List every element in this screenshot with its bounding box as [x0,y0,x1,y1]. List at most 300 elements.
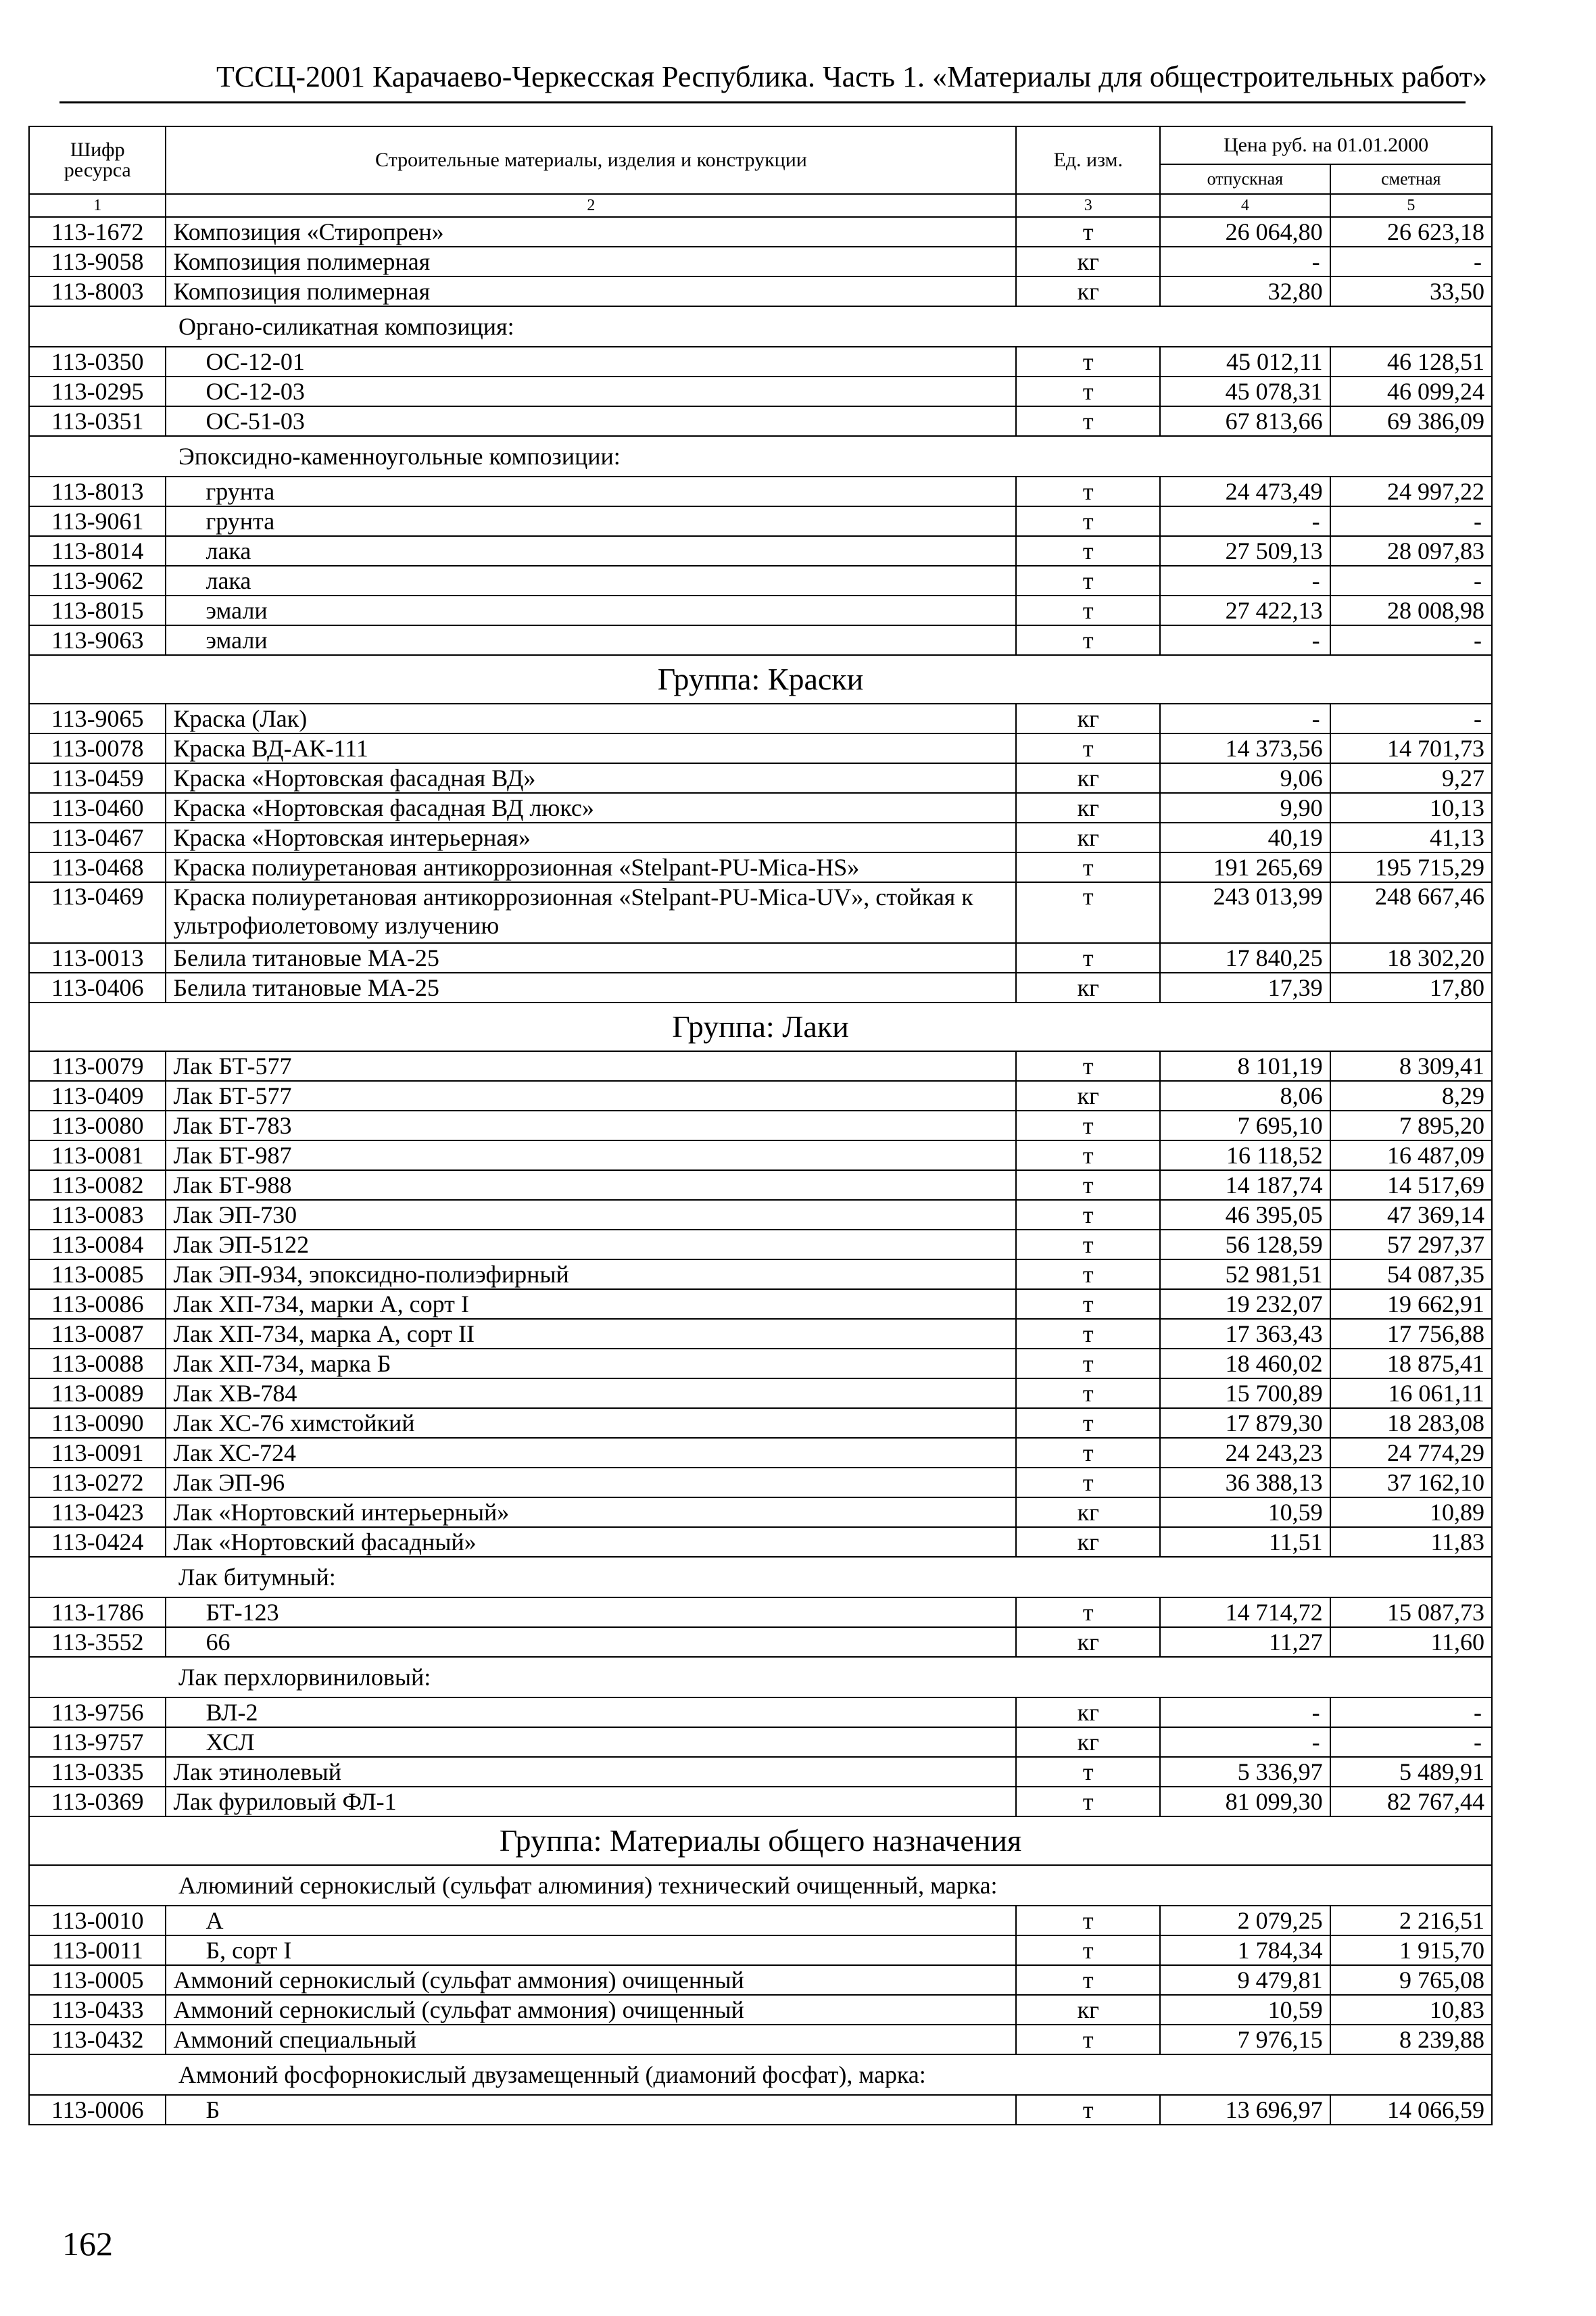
resource-code: 113-0460 [29,793,166,823]
resource-code: 113-0013 [29,943,166,973]
group-heading-row [29,655,1492,704]
table-row [29,1497,1492,1527]
unit-cell: т [1016,1438,1160,1468]
resource-code: 113-0084 [29,1230,166,1259]
price-estimate: 18 302,20 [1330,943,1492,973]
material-name: грунта [166,506,1016,536]
price-release: 14 373,56 [1160,733,1330,763]
table-row [29,1787,1492,1816]
resource-code: 113-0433 [29,1995,166,2025]
resource-code: 113-0005 [29,1965,166,1995]
price-estimate: 14 066,59 [1330,2095,1492,2125]
unit-cell: кг [1016,1995,1160,2025]
resource-code: 113-0350 [29,347,166,377]
table-row [29,1935,1492,1965]
material-name: Б, сорт I [166,1935,1016,1965]
table-row [29,704,1492,733]
table-header [29,126,1492,217]
resource-code: 113-0086 [29,1289,166,1319]
price-release: - [1160,1727,1330,1757]
unit-cell: кг [1016,704,1160,733]
material-name: Краска полиуретановая антикоррозионная «Stelpant-PU-Mica-UV», стойкая к ультрофиолетовому излучению [166,882,1016,943]
price-estimate: 15 087,73 [1330,1597,1492,1627]
resource-code: 113-9757 [29,1727,166,1757]
unit-cell: т [1016,625,1160,655]
unit-cell: т [1016,1349,1160,1378]
unit-cell: т [1016,1757,1160,1787]
material-name: лака [166,566,1016,596]
price-release: 19 232,07 [1160,1289,1330,1319]
unit-cell: т [1016,1597,1160,1627]
unit-cell: кг [1016,1081,1160,1111]
unit-cell: т [1016,1200,1160,1230]
price-estimate: 17 756,88 [1330,1319,1492,1349]
price-release: 46 395,05 [1160,1200,1330,1230]
resource-code: 113-0409 [29,1081,166,1111]
unit-cell: т [1016,2095,1160,2125]
table-row [29,1727,1492,1757]
table-row [29,1319,1492,1349]
unit-cell: кг [1016,973,1160,1003]
price-estimate: 82 767,44 [1330,1787,1492,1816]
price-estimate: 10,83 [1330,1995,1492,2025]
price-release: - [1160,247,1330,276]
price-release: 11,27 [1160,1627,1330,1657]
resource-code: 113-0423 [29,1497,166,1527]
column-number: 1 [29,194,166,217]
resource-code: 113-9063 [29,625,166,655]
material-name: Б [166,2095,1016,2125]
table-row [29,2095,1492,2125]
resource-code: 113-0010 [29,1906,166,1935]
price-release: 27 509,13 [1160,536,1330,566]
price-release: 15 700,89 [1160,1378,1330,1408]
price-estimate: 9 765,08 [1330,1965,1492,1995]
price-release: 191 265,69 [1160,852,1330,882]
table-row [29,1527,1492,1557]
table-row [29,247,1492,276]
price-release: 27 422,13 [1160,596,1330,625]
material-name: Лак ХП-734, марка А, сорт II [166,1319,1016,1349]
material-name: ОС-12-01 [166,347,1016,377]
price-release: 7 695,10 [1160,1111,1330,1140]
material-name: Лак БТ-783 [166,1111,1016,1140]
unit-cell: т [1016,1259,1160,1289]
material-name: Краска «Нортовская фасадная ВД люкс» [166,793,1016,823]
price-estimate: 11,60 [1330,1627,1492,1657]
unit-cell: т [1016,536,1160,566]
unit-cell: т [1016,1230,1160,1259]
material-name: Композиция полимерная [166,276,1016,306]
price-estimate: 47 369,14 [1330,1200,1492,1230]
material-name: Лак ХС-724 [166,1438,1016,1468]
price-estimate: 69 386,09 [1330,406,1492,436]
unit-cell: кг [1016,1627,1160,1657]
unit-cell: т [1016,377,1160,406]
price-estimate: 8,29 [1330,1081,1492,1111]
price-release: 13 696,97 [1160,2095,1330,2125]
subheading: Лак битумный: [29,1557,1492,1597]
header-code: Шифр ресурса [29,126,166,194]
resource-code: 113-0467 [29,823,166,852]
column-number-row [29,194,1492,217]
group-heading: Группа: Материалы общего назначения [29,1816,1492,1865]
table-row [29,1259,1492,1289]
price-estimate: 8 239,88 [1330,2025,1492,2054]
table-row [29,506,1492,536]
material-name: Аммоний сернокислый (сульфат аммония) очищенный [166,1995,1016,2025]
price-release: 67 813,66 [1160,406,1330,436]
group-heading: Группа: Лаки [29,1003,1492,1051]
unit-cell: т [1016,2025,1160,2054]
unit-cell: т [1016,406,1160,436]
price-release: 9,90 [1160,793,1330,823]
table-row [29,406,1492,436]
unit-cell: т [1016,1140,1160,1170]
price-estimate: 26 623,18 [1330,217,1492,247]
price-estimate: 28 008,98 [1330,596,1492,625]
material-name: Лак БТ-577 [166,1081,1016,1111]
price-estimate: 14 701,73 [1330,733,1492,763]
price-estimate: 33,50 [1330,276,1492,306]
price-estimate: 2 216,51 [1330,1906,1492,1935]
material-name: Лак ЭП-730 [166,1200,1016,1230]
price-release: 56 128,59 [1160,1230,1330,1259]
material-name: Лак этинолевый [166,1757,1016,1787]
header-divider [59,101,1466,103]
material-name: Краска «Нортовская фасадная ВД» [166,763,1016,793]
price-release: 26 064,80 [1160,217,1330,247]
table-row [29,882,1492,943]
resource-code: 113-0295 [29,377,166,406]
header-price-release: отпускная [1160,164,1330,194]
resource-code: 113-8003 [29,276,166,306]
price-estimate: - [1330,566,1492,596]
price-table [28,126,1493,2125]
table-row [29,2025,1492,2054]
price-estimate: 24 774,29 [1330,1438,1492,1468]
unit-cell: т [1016,506,1160,536]
unit-cell: т [1016,1935,1160,1965]
resource-code: 113-0459 [29,763,166,793]
resource-code: 113-0090 [29,1408,166,1438]
column-number: 2 [166,194,1016,217]
resource-code: 113-0432 [29,2025,166,2054]
material-name: БТ-123 [166,1597,1016,1627]
price-estimate: 9,27 [1330,763,1492,793]
subheading: Аммоний фосфорнокислый двузамещенный (диамоний фосфат), марка: [29,2054,1492,2095]
material-name: ВЛ-2 [166,1697,1016,1727]
resource-code: 113-8014 [29,536,166,566]
resource-code: 113-0406 [29,973,166,1003]
price-estimate: 195 715,29 [1330,852,1492,882]
unit-cell: т [1016,1170,1160,1200]
unit-cell: т [1016,1965,1160,1995]
unit-cell: т [1016,1111,1160,1140]
subheading: Алюминий сернокислый (сульфат алюминия) технический очищенный, марка: [29,1865,1492,1906]
price-release: 32,80 [1160,276,1330,306]
table-row [29,763,1492,793]
price-release: - [1160,625,1330,655]
resource-code: 113-0087 [29,1319,166,1349]
price-estimate: 10,13 [1330,793,1492,823]
column-number: 3 [1016,194,1160,217]
price-release: 5 336,97 [1160,1757,1330,1787]
table-row [29,347,1492,377]
table-row [29,733,1492,763]
price-estimate: 19 662,91 [1330,1289,1492,1319]
material-name: Лак ХС-76 химстойкий [166,1408,1016,1438]
material-name: лака [166,536,1016,566]
price-release: 2 079,25 [1160,1906,1330,1935]
price-release: - [1160,566,1330,596]
table-row [29,1438,1492,1468]
table-row [29,1627,1492,1657]
resource-code: 113-0089 [29,1378,166,1408]
unit-cell: т [1016,1906,1160,1935]
page-number: 162 [62,2225,113,2263]
price-release: 16 118,52 [1160,1140,1330,1170]
unit-cell: кг [1016,1727,1160,1757]
resource-code: 113-8013 [29,477,166,506]
price-release: - [1160,506,1330,536]
material-name: эмали [166,596,1016,625]
price-estimate: 17,80 [1330,973,1492,1003]
resource-code: 113-0351 [29,406,166,436]
unit-cell: т [1016,566,1160,596]
material-name: Краска ВД-АК-111 [166,733,1016,763]
unit-cell: т [1016,1319,1160,1349]
resource-code: 113-0011 [29,1935,166,1965]
price-estimate: 28 097,83 [1330,536,1492,566]
table-row [29,852,1492,882]
price-estimate: 5 489,91 [1330,1757,1492,1787]
material-name: Лак ЭП-5122 [166,1230,1016,1259]
price-release: 243 013,99 [1160,882,1330,943]
unit-cell: кг [1016,823,1160,852]
header-price: Цена руб. на 01.01.2000 [1160,126,1492,164]
price-estimate: - [1330,1727,1492,1757]
price-estimate: 248 667,46 [1330,882,1492,943]
price-estimate: 16 487,09 [1330,1140,1492,1170]
table-row [29,973,1492,1003]
material-name: Лак БТ-988 [166,1170,1016,1200]
price-release: - [1160,704,1330,733]
table-row [29,1140,1492,1170]
resource-code: 113-3552 [29,1627,166,1657]
resource-code: 113-9058 [29,247,166,276]
unit-cell: т [1016,1051,1160,1081]
resource-code: 113-0082 [29,1170,166,1200]
table-row [29,377,1492,406]
unit-cell: кг [1016,276,1160,306]
resource-code: 113-9062 [29,566,166,596]
price-estimate: 16 061,11 [1330,1378,1492,1408]
table-body [29,217,1492,2125]
unit-cell: кг [1016,763,1160,793]
material-name: Лак фуриловый ФЛ-1 [166,1787,1016,1816]
table-row [29,536,1492,566]
resource-code: 113-0006 [29,2095,166,2125]
unit-cell: кг [1016,1697,1160,1727]
unit-cell: т [1016,1787,1160,1816]
table-row [29,1597,1492,1627]
price-release: 8,06 [1160,1081,1330,1111]
resource-code: 113-0088 [29,1349,166,1378]
price-estimate: - [1330,704,1492,733]
group-heading: Группа: Краски [29,655,1492,704]
table-row [29,1111,1492,1140]
material-name: Краска полиуретановая антикоррозионная «Stelpant-PU-Mica-HS» [166,852,1016,882]
price-estimate: 54 087,35 [1330,1259,1492,1289]
table-row [29,793,1492,823]
table-row [29,943,1492,973]
unit-cell: т [1016,1468,1160,1497]
price-estimate: 18 283,08 [1330,1408,1492,1438]
price-estimate: 14 517,69 [1330,1170,1492,1200]
header-price-estimate: сметная [1330,164,1492,194]
price-release: 81 099,30 [1160,1787,1330,1816]
price-release: 24 473,49 [1160,477,1330,506]
table-row [29,1757,1492,1787]
table-row [29,1378,1492,1408]
price-release: 17 363,43 [1160,1319,1330,1349]
table-row [29,1965,1492,1995]
resource-code: 113-0083 [29,1200,166,1230]
material-name: ОС-51-03 [166,406,1016,436]
resource-code: 113-0335 [29,1757,166,1787]
resource-code: 113-9061 [29,506,166,536]
unit-cell: т [1016,477,1160,506]
price-release: 36 388,13 [1160,1468,1330,1497]
subheading-row [29,1657,1492,1697]
unit-cell: т [1016,1378,1160,1408]
table-row [29,477,1492,506]
price-release: 14 187,74 [1160,1170,1330,1200]
resource-code: 113-0469 [29,882,166,943]
price-release: 9 479,81 [1160,1965,1330,1995]
price-estimate: 18 875,41 [1330,1349,1492,1378]
resource-code: 113-0080 [29,1111,166,1140]
unit-cell: кг [1016,247,1160,276]
price-estimate: - [1330,506,1492,536]
material-name: А [166,1906,1016,1935]
price-estimate: 46 128,51 [1330,347,1492,377]
price-estimate: 57 297,37 [1330,1230,1492,1259]
table-row [29,1349,1492,1378]
material-name: Краска «Нортовская интерьерная» [166,823,1016,852]
material-name: Лак ЭП-96 [166,1468,1016,1497]
material-name: Лак ХП-734, марки А, сорт I [166,1289,1016,1319]
unit-cell: т [1016,733,1160,763]
unit-cell: т [1016,596,1160,625]
material-name: Аммоний сернокислый (сульфат аммония) очищенный [166,1965,1016,1995]
table-row [29,1408,1492,1438]
price-release: 45 012,11 [1160,347,1330,377]
unit-cell: т [1016,217,1160,247]
column-number: 4 [1160,194,1330,217]
material-name: Лак ЭП-934, эпоксидно-полиэфирный [166,1259,1016,1289]
price-release: 17,39 [1160,973,1330,1003]
table-row [29,1289,1492,1319]
material-name: ОС-12-03 [166,377,1016,406]
subheading-row [29,2054,1492,2095]
unit-cell: т [1016,882,1160,943]
resource-code: 113-9065 [29,704,166,733]
price-estimate: 37 162,10 [1330,1468,1492,1497]
table-row [29,823,1492,852]
table-row [29,1170,1492,1200]
resource-code: 113-0079 [29,1051,166,1081]
material-name: ХСЛ [166,1727,1016,1757]
subheading-row [29,436,1492,477]
table-row [29,1051,1492,1081]
unit-cell: т [1016,852,1160,882]
unit-cell: т [1016,1289,1160,1319]
price-estimate: 7 895,20 [1330,1111,1492,1140]
material-name: Белила титановые МА-25 [166,943,1016,973]
unit-cell: т [1016,1408,1160,1438]
price-release: 17 840,25 [1160,943,1330,973]
table-row [29,276,1492,306]
page-title: ТССЦ-2001 Карачаево-Черкесская Республика. Часть 1. «Материалы для общестроительных работ» [216,60,1487,93]
material-name: эмали [166,625,1016,655]
subheading-row [29,1865,1492,1906]
material-name: Лак ХВ-784 [166,1378,1016,1408]
unit-cell: кг [1016,1527,1160,1557]
price-estimate: 46 099,24 [1330,377,1492,406]
table-row [29,1230,1492,1259]
price-release: 8 101,19 [1160,1051,1330,1081]
table-row [29,596,1492,625]
price-estimate: 41,13 [1330,823,1492,852]
price-estimate: 1 915,70 [1330,1935,1492,1965]
price-estimate: - [1330,247,1492,276]
material-name: Лак ХП-734, марка Б [166,1349,1016,1378]
subheading-row [29,306,1492,347]
resource-code: 113-8015 [29,596,166,625]
price-estimate: - [1330,625,1492,655]
resource-code: 113-0078 [29,733,166,763]
table-row [29,1995,1492,2025]
resource-code: 113-0369 [29,1787,166,1816]
price-release: 10,59 [1160,1497,1330,1527]
material-name: Лак БТ-987 [166,1140,1016,1170]
material-name: 66 [166,1627,1016,1657]
header-unit: Ед. изм. [1016,126,1160,194]
material-name: Белила титановые МА-25 [166,973,1016,1003]
price-release: 24 243,23 [1160,1438,1330,1468]
material-name: Лак БТ-577 [166,1051,1016,1081]
price-release: 1 784,34 [1160,1935,1330,1965]
header-name: Строительные материалы, изделия и конструкции [166,126,1016,194]
price-release: - [1160,1697,1330,1727]
price-release: 52 981,51 [1160,1259,1330,1289]
column-number: 5 [1330,194,1492,217]
price-release: 17 879,30 [1160,1408,1330,1438]
price-release: 18 460,02 [1160,1349,1330,1378]
resource-code: 113-9756 [29,1697,166,1727]
material-name: Лак «Нортовский интерьерный» [166,1497,1016,1527]
price-release: 45 078,31 [1160,377,1330,406]
table-row [29,1906,1492,1935]
price-estimate: 24 997,22 [1330,477,1492,506]
subheading: Органо-силикатная композиция: [29,306,1492,347]
subheading: Лак перхлорвиниловый: [29,1657,1492,1697]
table-row [29,1200,1492,1230]
table-row [29,566,1492,596]
material-name: Композиция полимерная [166,247,1016,276]
